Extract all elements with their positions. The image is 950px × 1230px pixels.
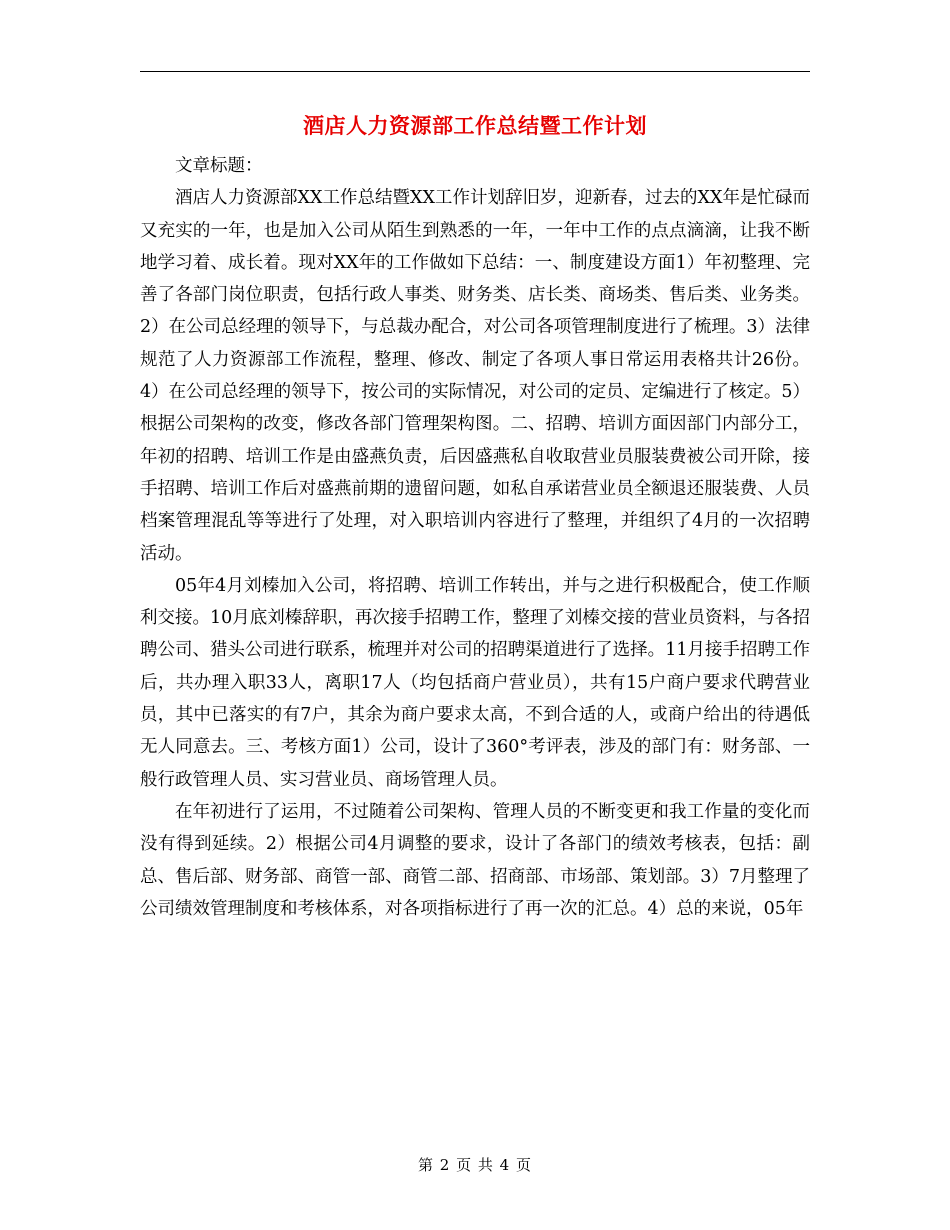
paragraph-recruitment: 05年4月刘榛加入公司，将招聘、培训工作转出，并与之进行积极配合，使工作顺利交接。10月底刘榛辞职，再次接手招聘工作，整理了刘榛交接的营业员资料，与各招聘公司、猎头公司进行联系，梳理并对公司的招聘渠道进行了选择。11月接手招聘工作后，共办理入职33人，离职17人（均包括商户营业员），共有15户商户要求代聘营业员，其中已落实的有7户，其余为商户要求太高，不到合适的人，或商户给出的待遇低无人同意去。三、考核方面1）公司，设计了360°考评表，涉及的部门有：财务部、一般行政管理人员、实习营业员、商场管理人员。	[140, 575, 810, 790]
page-number-footer: 第 2 页 共 4 页	[418, 1156, 532, 1174]
document-body	[140, 150, 810, 925]
header-rule	[140, 71, 810, 72]
document-title: 酒店人力资源部工作总结暨工作计划	[303, 113, 647, 138]
paragraph-summary-intro: 酒店人力资源部XX工作总结暨XX工作计划辞旧岁，迎新春，过去的XX年是忙碌而又充实的一年，也是加入公司从陌生到熟悉的一年，一年中工作的点点滴滴，让我不断地学习着、成长着。现对XX年的工作做如下总结：一、制度建设方面1）年初整理、完善了各部门岗位职责，包括行政人事类、财务类、店长类、商场类、售后类、业务类。2）在公司总经理的领导下，与总裁办配合，对公司各项管理制度进行了梳理。3）法律规范了人力资源部工作流程，整理、修改、制定了各项人事日常运用表格共计26份。4）在公司总经理的领导下，按公司的实际情况，对公司的定员、定编进行了核定。5）根据公司架构的改变，修改各部门管理架构图。二、招聘、培训方面因部门内部分工，年初的招聘、培训工作是由盛燕负责，后因盛燕私自收取营业员服装费被公司开除，接手招聘、培训工作后对盛燕前期的遗留问题，如私自承诺营业员全额退还服装费、人员档案管理混乱等等进行了处理，对入职培训内容进行了整理，并组织了4月的一次招聘活动。	[140, 188, 810, 564]
paragraph-heading-label: 文章标题：	[175, 156, 263, 176]
paragraph-assessment: 在年初进行了运用，不过随着公司架构、管理人员的不断变更和我工作量的变化而没有得到延续。2）根据公司4月调整的要求，设计了各部门的绩效考核表，包括：副总、售后部、财务部、商管一部、商管二部、招商部、市场部、策划部。3）7月整理了公司绩效管理制度和考核体系，对各项指标进行了再一次的汇总。4）总的来说，05年	[140, 801, 810, 919]
